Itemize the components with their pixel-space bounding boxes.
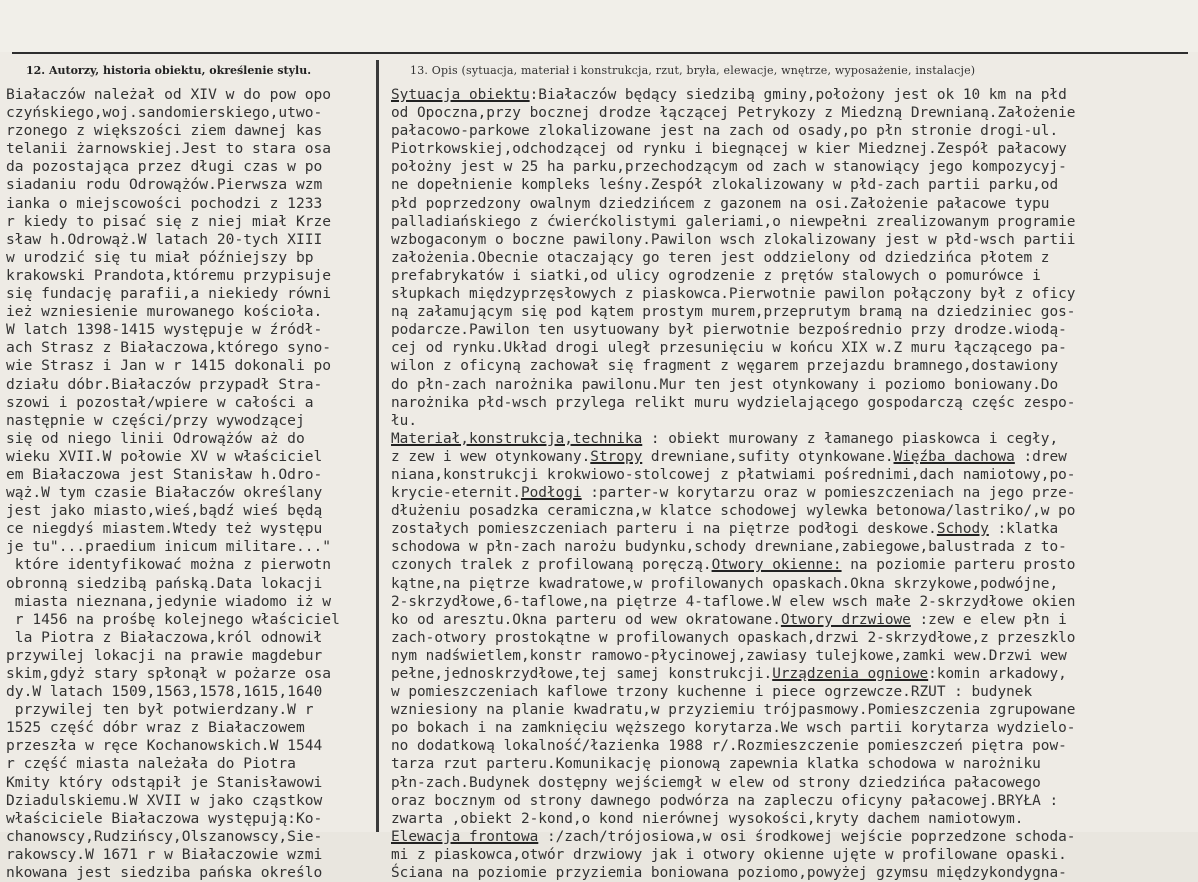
history-text-line: nkowana jest siedziba pańska określo (6, 864, 323, 882)
history-text-line: siadaniu rodu Odrowążów.Pierwsza wzm (6, 176, 323, 194)
description-text-line (391, 538, 1191, 556)
text-segment: nym nadświetlem,konstr ramowo-płycinowej,zawiasy tulejkowe,zamki wew.Drzwi wew (391, 647, 1067, 664)
history-text-line: telanii żarnowskiej.Jest to stara osa (6, 140, 332, 158)
subheading-underlined: Otwory drzwiowe (780, 611, 911, 628)
description-text-line (391, 502, 1191, 520)
description-text-line (391, 376, 1191, 394)
text-segment: :komin arkadowy, (928, 666, 1067, 682)
text-segment: oraz bocznym od strony dawnego podwórza na zapleczu oficyny pałacowej.BRYŁA : (391, 792, 1059, 809)
subheading-underlined: Stropy (590, 448, 643, 465)
subheading-underlined: Materiał,konstrukcja,technika (391, 430, 643, 447)
history-text-line: czyńskiego,woj.sandomierskiego,utwo- (6, 104, 323, 122)
description-text-line (391, 647, 1191, 665)
description-text-line (391, 792, 1191, 810)
description-text-line (391, 213, 1191, 231)
history-text-line: wieku XVII.W połowie XV w właściciel (6, 447, 323, 465)
history-text-line: Dziadulskiemu.W XVII w jako cząstkow (6, 791, 323, 809)
text-segment: słupkach międzyprzęsłowych z piaskowca.Pierwotnie pawilon połączony był z oficy (391, 286, 1076, 303)
description-text-line (391, 828, 1191, 846)
text-segment: w pomieszczeniach kaflowe trzony kuchenne i piece ogrzewcze.RZUT : budynek (391, 684, 1033, 701)
history-text-line: da pozostająca przez długi czas w po (6, 158, 323, 176)
text-segment: tarza rzut parteru.Komunikację pionową zapewnia klatka schodowa w narożniku (391, 756, 1041, 773)
description-text-line (391, 357, 1191, 375)
history-text-line: em Białaczowa jest Stanisław h.Odro- (6, 465, 323, 483)
text-segment: po bokach i na zamknięciu węższego korytarza.We wsch partii korytarza wydzielo- (391, 720, 1076, 737)
column-divider (376, 60, 379, 832)
text-segment: pałacowo-parkowe zlokalizowane jest na zach od osady,po płn stronie drogi-ul. (391, 123, 1059, 140)
text-segment: do płn-zach narożnika pawilonu.Mur ten jest otynkowany i poziomo boniowany.Do (391, 376, 1059, 393)
history-text-line: wie Strasz i Jan w r 1415 dokonali po (6, 357, 332, 375)
description-text-line (391, 810, 1191, 828)
section-12-header: 12. Autorzy, historia obiektu, określenie stylu. (26, 64, 312, 77)
text-segment: :klatka (988, 521, 1059, 538)
history-text-line: skim,gdyż stary spłonął w pożarze osa (6, 665, 332, 682)
history-text-line: przywilej lokacji na prawie magdebur (6, 646, 323, 664)
description-text-line (391, 285, 1191, 303)
history-text-line: 1525 część dóbr wraz z Białaczowem (6, 719, 305, 737)
description-text-line (391, 864, 1191, 882)
text-segment: na poziomie parteru prosto (841, 557, 1076, 574)
history-text-line: przeszła w ręce Kochanowskich.W 1544 (6, 737, 323, 755)
description-text-line (391, 719, 1191, 737)
description-text-line (391, 484, 1191, 502)
history-text-line: które identyfikować można z pierwotn (6, 556, 332, 574)
text-segment: mi z piaskowca,otwór drzwiowy jak i otwory okienne ujęte w profilowane opaski. (391, 846, 1067, 863)
description-text-line (391, 575, 1191, 593)
history-text-line: ce niegdyś miastem.Wtedy też występu (6, 520, 323, 538)
description-text-line (391, 412, 1191, 430)
description-text-line (391, 158, 1191, 176)
description-text-line (391, 629, 1191, 647)
text-segment: palladiańskiego z ćwierćkolistymi galeriami,o niewpełni zrealizowanym programie (391, 213, 1076, 230)
history-text-line: r kiedy to pisać się z niej miał Krze (6, 212, 332, 230)
history-text-line: wąż.W tym czasie Białaczów określany (6, 484, 323, 502)
history-text-line: właściciele Białaczowa występują:Ko- (6, 809, 323, 827)
description-text-line (391, 556, 1191, 574)
history-text-line: Białaczów należał od XIV w do pow opo (6, 86, 332, 103)
description-text-line (391, 140, 1191, 158)
description-text-line (391, 755, 1191, 773)
description-text-line (391, 611, 1191, 629)
frame-top-rule (12, 52, 1188, 54)
text-segment: :zew e elew płn i (910, 611, 1067, 628)
section-13-header: 13. Opis (sytuacja, materiał i konstrukcja, rzut, bryła, elewacje, wnętrze, wyposażenie, instalacje) (410, 64, 976, 77)
description-text-line (391, 593, 1191, 611)
top-margin (0, 0, 1198, 52)
description-text-line (391, 665, 1191, 683)
text-segment: ko od aresztu.Okna parteru od wew okratowane. (391, 611, 781, 628)
text-segment: położny jest w 25 ha parku,przechodzącym od zach w stanowiący jego kompozycyj- (391, 159, 1067, 176)
description-text-line (391, 466, 1191, 484)
subheading-underlined: Otwory okienne: (711, 557, 842, 574)
description-text-line (391, 683, 1191, 701)
text-segment: drewniane,sufity otynkowane. (642, 448, 894, 465)
text-segment: narożnika płd-wsch przylega relikt muru wydzielającego gospodarczą częśc zespo- (391, 394, 1076, 411)
history-text-line: ież wzniesienie murowanego kościoła. (6, 303, 323, 321)
description-text-line (391, 321, 1191, 339)
description-text-line (391, 249, 1191, 267)
text-segment: łu. (391, 412, 417, 429)
history-text-line: la Piotra z Białaczowa,król odnowił (6, 628, 323, 646)
text-segment: płd poprzedzony owalnym dziedzińcem z gazonem na osi.Założenie pałacowe typu (391, 195, 1050, 212)
description-text-line (391, 195, 1191, 213)
text-segment: kątne,na piętrze kwadratowe,w profilowanych opaskach.Okna skrzykowe,podwójne, (391, 575, 1059, 592)
text-segment: no dodatkową lokalność/łazienka 1988 r/.Rozmieszczenie pomieszczeń piętra pow- (391, 738, 1067, 755)
history-text-line: ianka o miejscowości pochodzi z 1233 (6, 194, 323, 212)
description-text-line (391, 267, 1191, 285)
history-text-line: się od niego linii Odrowążów aż do (6, 429, 305, 447)
history-text-line: sław h.Odrowąż.W latach 20-tych XIII (6, 230, 323, 248)
subheading-underlined: Elewacja frontowa (391, 828, 539, 845)
subheading-underlined: Więźba dachowa (893, 448, 1015, 465)
description-text-line (391, 104, 1191, 122)
description-text-column (391, 86, 1191, 882)
history-text-line: obronną siedzibą pańską.Data lokacji (6, 574, 323, 592)
description-text-line (391, 394, 1191, 412)
text-segment: niana,konstrukcji krokwiowo-stolcowej z płatwiami pośrednimi,dach namiotowy,po- (391, 466, 1076, 483)
text-segment: Piotrkowskiej,odchodzącej od rynku i biegnącej w kier Miedznej.Zespół pałacowy (391, 141, 1067, 158)
history-text-line: działu dóbr.Białaczów przypadł Stra- (6, 375, 323, 393)
text-segment: :/zach/trójosiowa,w osi środkowej wejście poprzedzone schoda- (538, 828, 1076, 845)
text-segment: podarcze.Pawilon ten usytuowany był pierwotnie bezpośrednio przy drodze.wiodą- (391, 322, 1067, 339)
text-segment: ną załamującym się pod kątem prostym murem,przeprutym bramą na dziedziniec gos- (391, 304, 1076, 321)
text-segment: wzbogaconym o boczne pawilony.Pawilon wsch zlokalizowany jest w płd-wsch partii (391, 231, 1076, 248)
text-segment: z zew i wew otynkowany. (391, 448, 591, 465)
history-text-line: dy.W latach 1509,1563,1578,1615,1640 (6, 683, 323, 701)
subheading-underlined: Podłogi (520, 485, 582, 502)
text-segment: krycie-eternit. (391, 485, 521, 502)
subheading-underlined: Sytuacja obiektu (391, 87, 530, 103)
text-segment: schodowa w płn-zach narożu budynku,schody drewniane,zabiegowe,balustrada z to- (391, 539, 1067, 556)
history-text-line: Kmity który odstąpił je Stanisławowi (6, 773, 323, 791)
text-segment: dłużeniu posadzka ceramiczna,w klatce schodowej wylewka betonowa/lastriko/,w po (391, 503, 1076, 520)
description-text-line (391, 430, 1191, 448)
description-text-line (391, 737, 1191, 755)
text-segment: prefabrykatów i siatki,od ulicy ogrodzenie z prętów stalowych o pomurówce i (391, 267, 1041, 284)
history-text-line: r 1456 na prośbę kolejnego właściciel (6, 610, 340, 628)
text-segment: ne dopełnienie kompleks leśny.Zespół zlokalizowany w płd-zach partii parku,od (391, 177, 1059, 194)
history-text-line: w urodzić się tu miał późniejszy bp (6, 248, 314, 266)
description-text-line (391, 448, 1191, 466)
text-segment: zostałych pomieszczeniach parteru i na piętrze podłogi deskowe. (391, 521, 937, 538)
history-text-column (6, 86, 370, 882)
history-text-line: miasta nieznana,jedynie wiadomo iż w (6, 592, 332, 610)
subheading-underlined: Urządzenia ogniowe (772, 666, 929, 682)
text-segment: :parter-w korytarzu oraz w pomieszczeniach na jego prze- (581, 485, 1076, 502)
history-text-line: przywilej ten był potwierdzany.W r (6, 701, 314, 719)
history-text-line: chanowscy,Rudzińscy,Olszanowscy,Sie- (6, 827, 323, 845)
text-segment: :Białaczów będący siedzibą gminy,położony jest ok 10 km na płd (529, 87, 1067, 103)
history-text-line: rzonego z większości ziem dawnej kas (6, 122, 323, 140)
description-text-line (391, 176, 1191, 194)
description-text-line (391, 701, 1191, 719)
history-text-line: następnie w części/przy wywodzącej (6, 411, 305, 429)
history-text-line: je tu"...praedium inicum militare..." (6, 538, 332, 556)
history-text-line: jest jako miasto,wieś,bądź wieś będą (6, 502, 323, 520)
description-text-line (391, 846, 1191, 864)
text-segment: czonych tralek z profilowaną poręczą. (391, 557, 712, 574)
text-segment: płn-zach.Budynek dostępny wejściemgł w elew od strony dziedzińca pałacowego (391, 774, 1041, 791)
history-text-line: szowi i pozostał/wpiere w całości a (6, 393, 314, 411)
text-segment: : obiekt murowany z łamanego piaskowca i cegły, (642, 430, 1059, 447)
text-segment: zwarta ,obiekt 2-kond,o kond nierównej wysokości,kryty dachem namiotowym. (391, 810, 1024, 827)
history-text-line: ach Strasz z Białaczowa,którego syno- (6, 339, 332, 357)
text-segment: :drew (1014, 448, 1067, 465)
description-text-line (391, 122, 1191, 140)
description-text-line (391, 774, 1191, 792)
description-text-line (391, 520, 1191, 538)
text-segment: cej od rynku.Układ drogi uległ przesunięciu w końcu XIX w.Z muru łączącego pa- (391, 340, 1067, 357)
text-segment: wilon z oficyną zachował się fragment z węgarem przejazdu bramnego,dostawiony (391, 358, 1059, 375)
text-segment: od Opoczna,przy bocznej drodze łączącej Petrykozy z Miedzną Drewnianą.Założenie (391, 105, 1076, 122)
subheading-underlined: Schody (936, 521, 989, 538)
history-text-line: krakowski Prandota,któremu przypisuje (6, 266, 332, 284)
text-segment: Ściana na poziomie przyziemia boniowana poziomo,powyżej gzymsu międzykondygna- (391, 865, 1067, 882)
description-text-line (391, 86, 1191, 104)
text-segment: pełne,jednoskrzydłowe,tej samej konstrukcji. (391, 666, 773, 682)
history-text-line: się fundację parafii,a niekiedy równi (6, 285, 332, 303)
description-text-line (391, 339, 1191, 357)
text-segment: założenia.Obecnie otaczający go teren jest oddzielony od dziedzińca płotem z (391, 249, 1050, 266)
description-text-line (391, 231, 1191, 249)
text-segment: 2-skrzydłowe,6-taflowe,na piętrze 4-taflowe.W elew wsch małe 2-skrzydłowe okien (391, 593, 1076, 610)
text-segment: zach-otwory prostokątne w profilowanych opaskach,drzwi 2-skrzydłowe,z przeszklo (391, 629, 1076, 646)
text-segment: wzniesiony na planie kwadratu,w przyziemiu trójpasmowy.Pomieszczenia zgrupowane (391, 702, 1076, 719)
description-text-line (391, 303, 1191, 321)
history-text-line: r część miasta należała do Piotra (6, 755, 296, 773)
history-text-line: rakowscy.W 1671 r w Białaczowie wzmi (6, 845, 323, 863)
history-text-line: W latch 1398-1415 występuje w źródł- (6, 321, 323, 339)
